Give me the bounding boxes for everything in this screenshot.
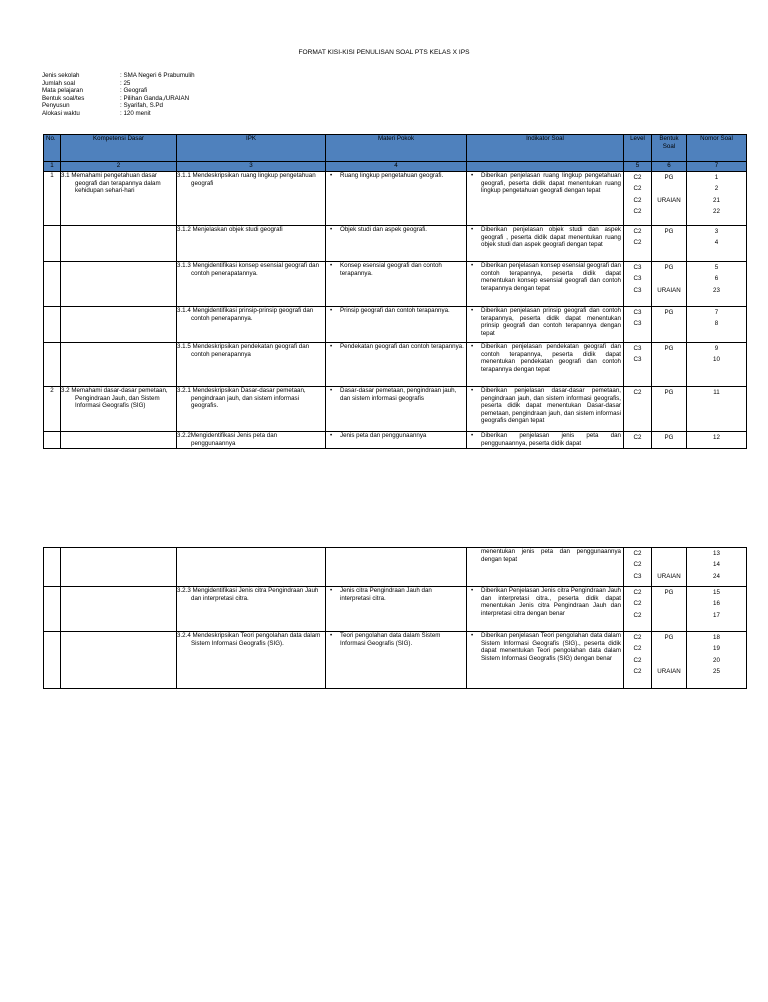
bentuk-soal: PG [664, 389, 674, 396]
nomor-soal-cell [687, 226, 747, 262]
bentuk-soal-cell [652, 632, 687, 689]
bentuk-soal [654, 206, 684, 217]
table-row [44, 548, 747, 587]
materi-pokok-cell [326, 343, 467, 387]
row-no [44, 432, 61, 449]
level: C2 [633, 389, 642, 396]
nomor-soal: 18 [713, 634, 720, 641]
meta-value: : 120 menit [120, 109, 151, 117]
bentuk-soal-cell [652, 432, 687, 449]
nomor-soal: 23 [713, 286, 720, 294]
level: C2 [633, 228, 642, 235]
indikator-soal: menentukan jenis peta dan penggunaannya dengan tepat [481, 548, 621, 563]
meta-row [42, 102, 195, 110]
nomor-soal: 6 [714, 275, 719, 283]
table-row [44, 343, 747, 387]
nomor-soal: 2 [714, 185, 719, 193]
bentuk-soal: URAIAN [657, 667, 681, 675]
bentuk-soal [654, 318, 684, 329]
level-cell [624, 343, 652, 387]
bentuk-soal: PG [664, 264, 674, 271]
bentuk-soal [654, 643, 684, 654]
bentuk-soal [654, 354, 684, 365]
nomor-soal: 15 [713, 589, 720, 596]
materi-pokok: • Ruang lingkup pengetahuan geografi. [340, 172, 464, 180]
bentuk-soal [654, 183, 684, 194]
nomor-soal-cell [687, 262, 747, 307]
materi-pokok-cell [326, 432, 467, 449]
document-title: FORMAT KISI-KISI PENULISAN SOAL PTS KELAS X IPS [298, 49, 470, 56]
meta-value: : SMA Negeri 6 Prabumulih [120, 72, 195, 79]
level: C2 [633, 174, 642, 181]
level: C2 [633, 434, 642, 441]
meta-value: : 25 [120, 79, 131, 87]
col-number: 2 [61, 162, 177, 172]
level: C2 [633, 550, 642, 557]
meta-key: Mata pelajaran [42, 87, 83, 95]
indikator-soal-cell [467, 432, 624, 449]
kompetensi-dasar [61, 343, 177, 387]
materi-pokok-cell [326, 548, 467, 587]
bentuk-soal: PG [664, 174, 674, 181]
header-bentuk-soal: Bentuk Soal [652, 135, 687, 162]
row-no [44, 226, 61, 262]
meta-key: Jumlah soal [42, 79, 76, 87]
row-no: 1 [44, 172, 61, 226]
kompetensi-dasar [61, 432, 177, 449]
nomor-soal-cell [687, 587, 747, 632]
level: C2 [633, 196, 642, 204]
level: C3 [633, 286, 642, 294]
ipk-text: 3.1.4 Mengidentifikasi prinsip-prinsip geografi dan contoh penerapannya. [177, 307, 326, 343]
header-kompetensi-dasar: Kompetensi Dasar [61, 135, 177, 162]
level: C2 [633, 589, 642, 596]
level: C3 [633, 275, 642, 283]
level-cell [624, 387, 652, 432]
materi-pokok-cell [326, 632, 467, 689]
bentuk-soal-cell [652, 307, 687, 343]
nomor-soal-cell [687, 172, 747, 226]
header-level: Level [624, 135, 652, 162]
nomor-soal: 22 [713, 207, 720, 215]
ipk-text: 3.2.2Mengidentifikasi Jenis peta dan penggunaannya [177, 432, 326, 449]
kompetensi-dasar: 3.2 Memahami dasar-dasar pemetaan, Pengindraan Jauh, dan Sistem Informasi Geografis (SIG) [61, 387, 177, 432]
col-number [467, 162, 624, 172]
indikator-soal-cell [467, 262, 624, 307]
level: C2 [633, 561, 642, 569]
ipk-text: 3.1.2 Menjelaskan objek studi geografi [177, 226, 326, 262]
materi-pokok-cell [326, 307, 467, 343]
nomor-soal: 10 [713, 356, 720, 364]
bentuk-soal-cell [652, 387, 687, 432]
ipk-text: 3.2.1 Mendeskripsikan Dasar-dasar pemetaan, pengindraan jauh, dan sistem informasi geografis. [177, 387, 326, 432]
bentuk-soal: URAIAN [657, 286, 681, 294]
row-no [44, 548, 61, 587]
kompetensi-dasar [61, 548, 177, 587]
meta-value: : Geografi [120, 87, 148, 95]
nomor-soal: 13 [713, 550, 720, 557]
bentuk-soal: URAIAN [657, 572, 681, 580]
level: C3 [633, 572, 642, 580]
indikator-soal-cell [467, 343, 624, 387]
meta-key: Jenis sekolah [42, 72, 80, 79]
kompetensi-dasar [61, 632, 177, 689]
materi-pokok: • Jenis peta dan penggunaannya [340, 432, 464, 440]
materi-pokok: • Prinsip geografi dan contoh terapannya. [340, 307, 464, 315]
nomor-soal: 25 [713, 667, 720, 675]
bentuk-soal-cell [652, 343, 687, 387]
bentuk-soal-cell [652, 548, 687, 587]
indikator-soal-cell [467, 226, 624, 262]
header-row [44, 135, 747, 162]
ipk-text: 3.2.4 Mendeskripsikan Teori pengolahan data dalam Sistem Informasi Geografis (SIG). [177, 632, 326, 689]
level: C2 [633, 656, 642, 664]
col-number: 1 [44, 162, 61, 172]
level: C3 [633, 345, 642, 352]
table-row [44, 387, 747, 432]
indikator-soal-cell [467, 307, 624, 343]
table-row [44, 307, 747, 343]
level-cell [624, 432, 652, 449]
table-row [44, 262, 747, 307]
level: C3 [633, 356, 642, 364]
ipk-text: 3.2.3 Mengidentifikasi Jenis citra Pengindraan Jauh dan interpretasi citra. [177, 587, 326, 632]
indikator-soal-cell [467, 587, 624, 632]
row-no [44, 262, 61, 307]
nomor-soal: 19 [713, 645, 720, 653]
meta-row [42, 87, 195, 95]
level-cell [624, 262, 652, 307]
bentuk-soal [654, 598, 684, 609]
kompetensi-dasar [61, 307, 177, 343]
nomor-soal: 12 [713, 434, 720, 441]
level: C3 [633, 320, 642, 328]
table-row [44, 587, 747, 632]
materi-pokok: • Konsep esensial geografi dan contoh terapannya. [340, 262, 464, 277]
meta-block [42, 72, 195, 118]
bentuk-soal: PG [664, 228, 674, 235]
header-indikator-soal: Indikator Soal [467, 135, 624, 162]
kisi-table-page-1 [43, 134, 747, 449]
indikator-soal-cell [467, 548, 624, 587]
bentuk-soal: URAIAN [657, 196, 681, 204]
indikator-soal: • Diberikan penjelasan ruang lingkup pengetahuan geografi, peserta didik dapat menentukan ruang lingkup pengetahuan geografi dengan tepat [481, 172, 621, 195]
col-number: 7 [687, 162, 747, 172]
ipk-text: 3.1.3 Mengidentifikasi konsep esensial geografi dan contoh penerapatannya. [177, 262, 326, 307]
bentuk-soal: PG [664, 634, 674, 641]
kompetensi-dasar: 3.1 Memahami pengetahuan dasar geografi dan terapannya dalam kehidupan sehari-hari [61, 172, 177, 226]
indikator-soal: • Diberikan penjelasan dasar-dasar pemetaan, pengindraan jauh, dan sistem informasi geografis, peserta didik dapat menentukan Dasar-dasar pemetaan, pengindraan jauh, dan sistem informasi geografis dengan tepat [481, 387, 621, 425]
level-cell [624, 226, 652, 262]
nomor-soal-cell [687, 387, 747, 432]
nomor-soal: 8 [714, 320, 719, 328]
indikator-soal: • Diberikan penjelasan objek studi dan aspek geografi , peserta didik dapat menentukan ruang objek studi dan aspek geografi dengan tepat [481, 226, 621, 249]
meta-value: : Pilihan Ganda,/URAIAN [120, 94, 190, 102]
level: C2 [633, 600, 642, 608]
meta-value: : Syarifah, S.Pd [120, 102, 163, 110]
nomor-soal: 9 [714, 345, 719, 352]
bentuk-soal: PG [664, 589, 674, 596]
bentuk-soal: PG [664, 345, 674, 352]
kompetensi-dasar [61, 587, 177, 632]
level-cell [624, 632, 652, 689]
header-materi-pokok: Materi Pokok [326, 135, 467, 162]
header-ipk: IPK [177, 135, 326, 162]
bentuk-soal [654, 559, 684, 570]
col-number: 5 [624, 162, 652, 172]
materi-pokok: • Jenis citra Pengindraan Jauh dan interpretasi citra. [340, 587, 464, 602]
bentuk-soal [654, 655, 684, 666]
column-number-row [44, 162, 747, 172]
meta-row [42, 72, 195, 80]
level-cell [624, 172, 652, 226]
indikator-soal: • Diberikan penjelasan prinsip geografi dan contoh terapannya, peserta didik dapat menentukan prinsip geografi dan contoh terapannya dengan tepat [481, 307, 621, 337]
col-number: 6 [652, 162, 687, 172]
col-number: 3 [177, 162, 326, 172]
table-row [44, 632, 747, 689]
materi-pokok-cell [326, 587, 467, 632]
nomor-soal-cell [687, 548, 747, 587]
level: C3 [633, 264, 642, 271]
nomor-soal-cell [687, 307, 747, 343]
indikator-soal-cell [467, 172, 624, 226]
nomor-soal: 14 [713, 561, 720, 569]
bentuk-soal [654, 548, 684, 559]
bentuk-soal [654, 237, 684, 248]
meta-row [42, 110, 195, 118]
row-no [44, 343, 61, 387]
table-row [44, 172, 747, 226]
nomor-soal: 17 [713, 611, 720, 619]
bentuk-soal: PG [664, 434, 674, 441]
nomor-soal-cell [687, 343, 747, 387]
nomor-soal: 21 [713, 196, 720, 204]
meta-row [42, 80, 195, 88]
level: C2 [633, 207, 642, 215]
materi-pokok: • Pendekatan geografi dan contoh terapannya. [340, 343, 464, 351]
row-no [44, 307, 61, 343]
meta-key: Alokasi waktu [42, 109, 80, 117]
bentuk-soal-cell [652, 172, 687, 226]
row-no: 2 [44, 387, 61, 432]
nomor-soal: 20 [713, 656, 720, 664]
nomor-soal: 3 [714, 228, 719, 235]
nomor-soal: 5 [714, 264, 719, 271]
nomor-soal: 7 [714, 309, 719, 316]
level-cell [624, 548, 652, 587]
materi-pokok-cell [326, 387, 467, 432]
materi-pokok: • Teori pengolahan data dalam Sistem Informasi Geografis (SIG). [340, 632, 464, 647]
table-row [44, 432, 747, 449]
header-no: No. [44, 135, 61, 162]
indikator-soal-cell [467, 632, 624, 689]
nomor-soal: 1 [714, 174, 719, 181]
nomor-soal-cell [687, 432, 747, 449]
materi-pokok: • Objek studi dan aspek geografi. [340, 226, 464, 234]
ipk-text [177, 548, 326, 587]
table-row [44, 226, 747, 262]
materi-pokok-cell [326, 172, 467, 226]
bentuk-soal-cell [652, 226, 687, 262]
kompetensi-dasar [61, 226, 177, 262]
materi-pokok-cell [326, 262, 467, 307]
bentuk-soal: PG [664, 309, 674, 316]
meta-key: Bentuk soal/tes [42, 94, 85, 102]
meta-row [42, 95, 195, 103]
indikator-soal-cell [467, 387, 624, 432]
bentuk-soal [654, 273, 684, 284]
level: C2 [633, 611, 642, 619]
ipk-text: 3.1.5 Mendeskripsikan pendekatan geografi dan contoh penerapannya [177, 343, 326, 387]
kompetensi-dasar [61, 262, 177, 307]
indikator-soal: • Diberikan penjelasan pendekatan geografi dan contoh terapannya, peserta didik dapat menentukan pendekatan geografi dan contoh terapannya dengan tepat [481, 343, 621, 373]
nomor-soal: 11 [713, 389, 720, 396]
level: C2 [633, 239, 642, 247]
level: C2 [633, 667, 642, 675]
level: C3 [633, 309, 642, 316]
row-no [44, 632, 61, 689]
bentuk-soal-cell [652, 587, 687, 632]
indikator-soal: • Diberikan penjelasan konsep esensial geografi dan contoh terapannya, peserta didik dapat menentukan konsep esensial geografi dan contoh terapannya dengan tepat [481, 262, 621, 292]
header-nomor-soal: Nomor Soal [687, 135, 747, 162]
nomor-soal: 24 [713, 572, 720, 580]
level-cell [624, 587, 652, 632]
nomor-soal-cell [687, 632, 747, 689]
materi-pokok-cell [326, 226, 467, 262]
bentuk-soal [654, 610, 684, 621]
ipk-text: 3.1.1 Mendeskripsikan ruang lingkup pengetahuan geografi [177, 172, 326, 226]
nomor-soal: 4 [714, 239, 719, 247]
kisi-table-page-2 [43, 547, 747, 689]
row-no [44, 587, 61, 632]
nomor-soal: 16 [713, 600, 720, 608]
indikator-soal: • Diberikan Penjelasan Jenis citra Pengindraan Jauh dan interpretasi citra., peserta didik dapat menentukan Jenis citra Pengindraan Jauh dan interpretasi citra dengan benar [481, 587, 621, 617]
level: C2 [633, 634, 642, 641]
col-number: 4 [326, 162, 467, 172]
bentuk-soal-cell [652, 262, 687, 307]
indikator-soal: • Diberikan penjelasan jenis peta dan penggunaannya, peserta didik dapat [481, 432, 621, 447]
indikator-soal: • Diberikan penjelasan Teori pengolahan data dalam Sistem Informasi Geografis (SIG)., peserta didik dapat menentukan Teori pengolahan data dalam Sistem Informasi Geografis (SIG) dengan benar [481, 632, 621, 662]
level: C2 [633, 645, 642, 653]
meta-key: Penyusun [42, 102, 70, 110]
level: C2 [633, 185, 642, 193]
level-cell [624, 307, 652, 343]
materi-pokok: • Dasar-dasar pemetaan, pengindraan jauh, dan sistem informasi geografis [340, 387, 464, 402]
